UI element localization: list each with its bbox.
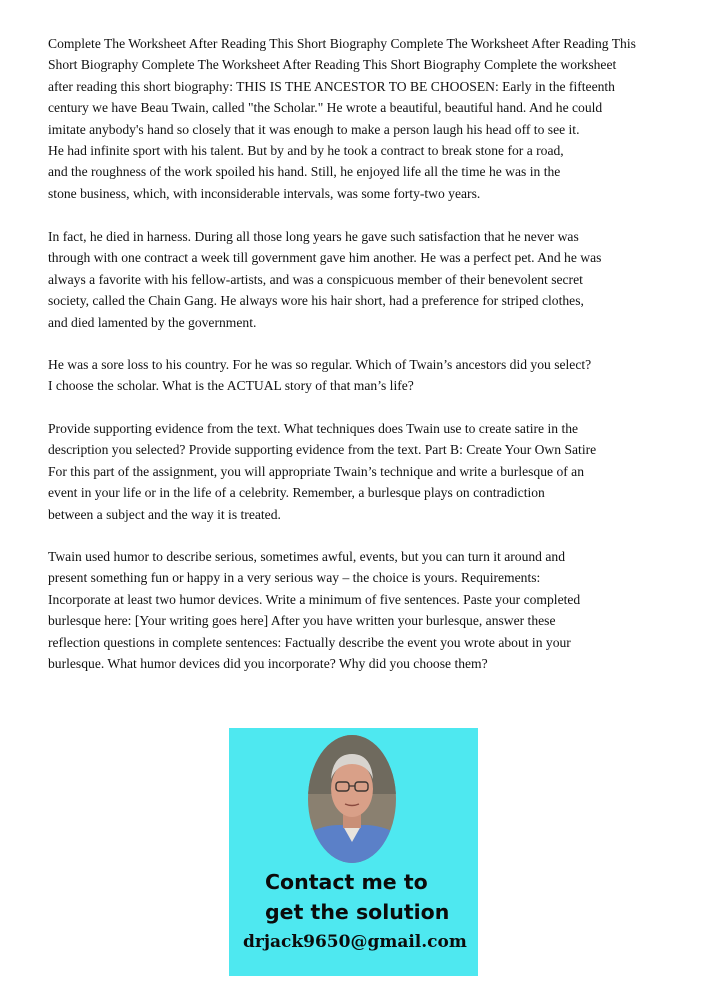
- text-line: reflection questions in complete sentences: Factually describe the event you wrote about in your: [48, 634, 571, 650]
- text-line: and died lamented by the government.: [48, 314, 257, 330]
- text-line: description you selected? Provide supporting evidence from the text. Part B: Create Your Own Satire: [48, 442, 597, 458]
- text-line: Incorporate at least two humor devices. Write a minimum of five sentences. Paste your completed: [48, 591, 581, 607]
- paragraph-1: [48, 33, 688, 204]
- text-line: He was a sore loss to his country. For he was so regular. Which of Twain’s ancestors did you select?: [48, 357, 592, 372]
- text-line: stone business, which, with inconsiderable intervals, was some forty-two years.: [48, 185, 481, 201]
- contact-ad-banner[interactable]: [229, 728, 478, 976]
- text-line: between a subject and the way it is treated.: [48, 506, 281, 522]
- text-line: imitate anybody's hand so closely that it was enough to make a person laugh his head off to see it.: [48, 121, 580, 137]
- text-line: society, called the Chain Gang. He always wore his hair short, had a preference for striped clothes,: [48, 293, 584, 309]
- text-line: Complete The Worksheet After Reading This Short Biography Complete The Worksheet After Reading This: [48, 36, 636, 51]
- text-line: In fact, he died in harness. During all those long years he gave such satisfaction that he never was: [48, 229, 579, 244]
- text-line: Provide supporting evidence from the text. What techniques does Twain use to create satire in the: [48, 421, 579, 436]
- contact-email[interactable]: drjack9650@gmail.com: [243, 932, 467, 952]
- text-line: He had infinite sport with his talent. But by and by he took a contract to break stone for a road,: [48, 143, 564, 159]
- text-line: event in your life or in the life of a celebrity. Remember, a burlesque plays on contradiction: [48, 485, 545, 501]
- text-line: through with one contract a week till government gave him another. He was a perfect pet. And he was: [48, 250, 602, 266]
- text-line: Short Biography Complete The Worksheet After Reading This Short Biography Complete the worksheet: [48, 57, 617, 73]
- text-line: Twain used humor to describe serious, sometimes awful, events, but you can turn it around and: [48, 549, 566, 564]
- man-portrait-icon: [307, 734, 397, 864]
- text-line: always a favorite with his fellow-artists, and was a conspicuous member of their benevolent secret: [48, 271, 583, 287]
- text-line: burlesque. What humor devices did you incorporate? Why did you choose them?: [48, 656, 488, 672]
- text-line: present something fun or happy in a very serious way – the choice is yours. Requirements:: [48, 570, 541, 586]
- text-line: after reading this short biography: THIS IS THE ANCESTOR TO BE CHOOSEN: Early in the fifteenth: [48, 78, 615, 94]
- text-line: century we have Beau Twain, called "the Scholar." He wrote a beautiful, beautiful hand. And he could: [48, 100, 603, 116]
- text-line: For this part of the assignment, you will appropriate Twain’s technique and write a burlesque of an: [48, 463, 584, 479]
- ad-headline-line-2: get the solution: [265, 900, 450, 924]
- text-line: and the roughness of the work spoiled his hand. Still, he enjoyed life all the time he was in the: [48, 164, 561, 180]
- paragraph-5: [48, 546, 688, 674]
- paragraph-3: [48, 354, 688, 397]
- ad-headline-line-1: Contact me to: [265, 870, 428, 894]
- paragraph-2: [48, 226, 688, 333]
- text-line: burlesque here: [Your writing goes here] After you have written your burlesque, answer these: [48, 613, 556, 629]
- paragraph-4: [48, 418, 688, 525]
- text-line: I choose the scholar. What is the ACTUAL story of that man’s life?: [48, 378, 414, 394]
